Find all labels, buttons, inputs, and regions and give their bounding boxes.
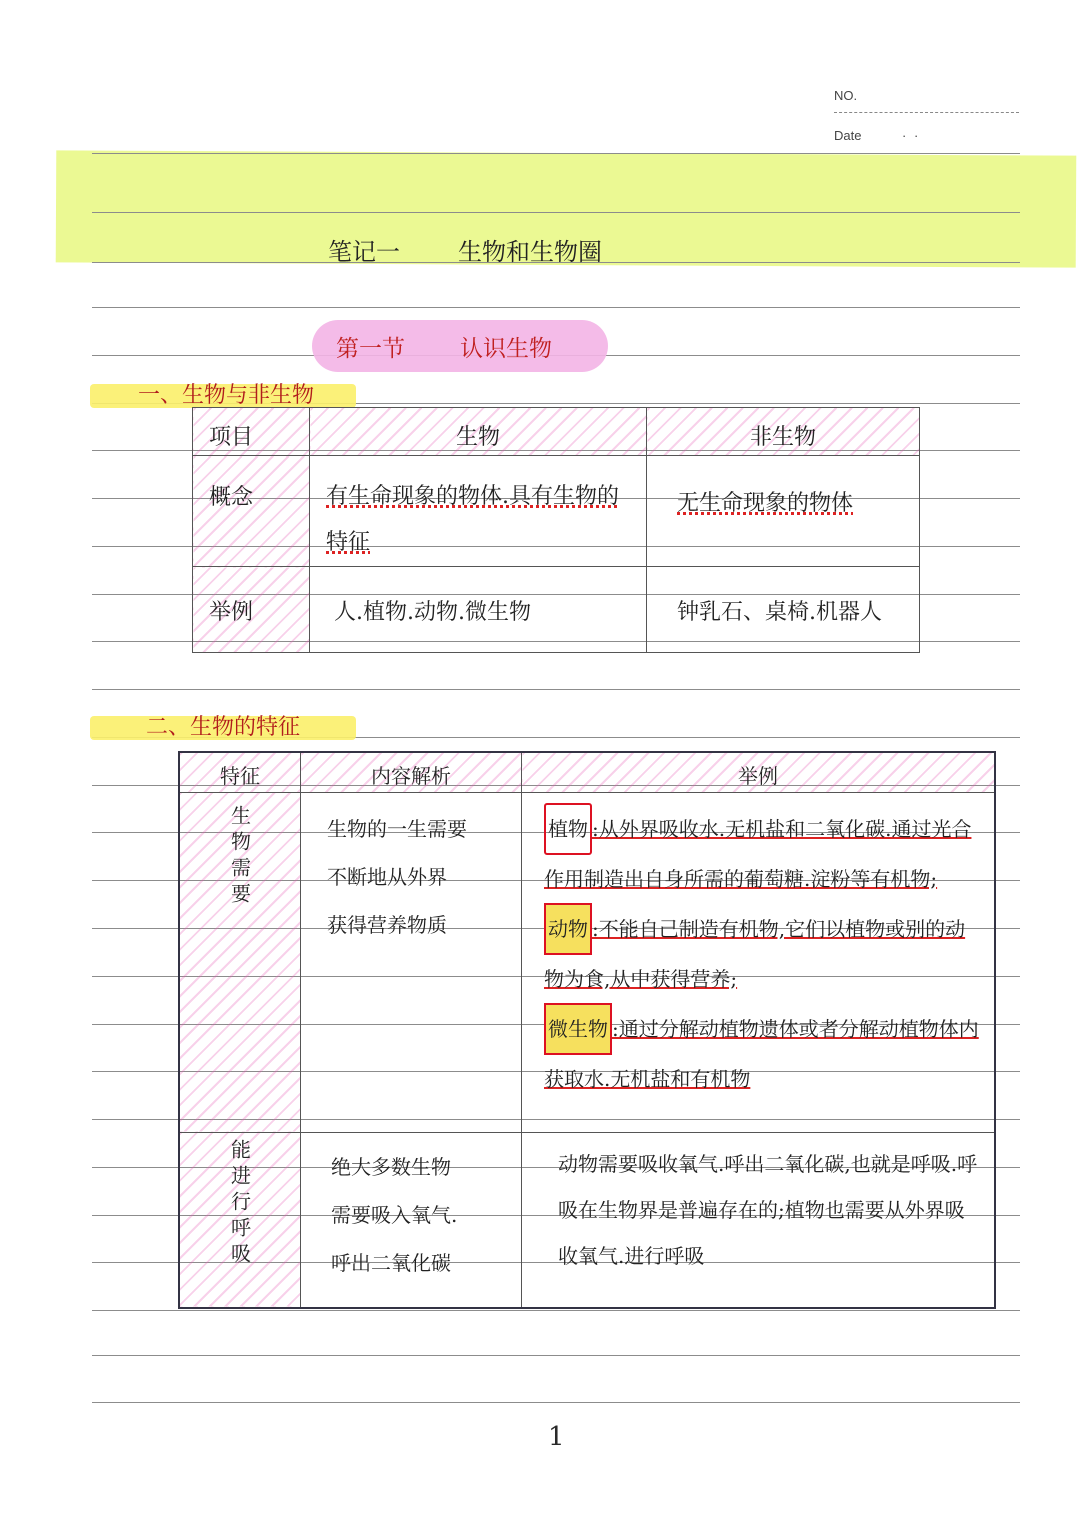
t2-row-respiration-feature <box>179 1132 301 1308</box>
t1-row-example-nonbio <box>647 567 920 653</box>
plant-tag: 植物 <box>544 803 592 855</box>
bio-characteristics-table <box>178 751 996 1309</box>
t2-header-analysis <box>301 752 522 792</box>
microbe-tag: 微生物 <box>544 1003 612 1055</box>
t2-plant-entry <box>544 803 980 903</box>
t2-nutrition-analysis-line3: 获得营养物质 <box>327 912 447 937</box>
t1-header-item <box>193 408 310 456</box>
note-title-label: 笔记一 <box>328 238 400 266</box>
t1-row-concept-label <box>193 456 310 567</box>
animal-tag: 动物 <box>544 903 592 955</box>
t1-row-example-label <box>193 567 310 653</box>
plant-text: :从外界吸收水.无机盐和二氧化碳.通过光合作用制造出自身所需的葡萄糖.淀粉等有机物; <box>544 816 972 891</box>
heading-bio-characteristics: 二、生物的特征 <box>146 715 301 740</box>
t1-concept-bio-text: 有生命现象的物体.具有生物的特征 <box>326 484 619 555</box>
t2-header-feature <box>179 752 301 792</box>
microbe-text: :通过分解动植物遗体或者分解动植物体内获取水.无机盐和有机物 <box>544 1016 979 1091</box>
t2-respiration-analysis-line2: 需要吸入氧气. <box>331 1202 458 1227</box>
bio-nonbio-table <box>192 407 920 653</box>
date-dots: · · <box>902 128 921 143</box>
no-divider <box>834 112 1019 113</box>
t1-example-bio-text: 人.植物.动物.微生物 <box>334 600 531 625</box>
t2-header-example-text: 举例 <box>738 764 778 788</box>
t2-row-nutrition-example <box>522 792 996 1132</box>
t1-header-nonbio <box>647 408 920 456</box>
t1-row-example-label-text: 举例 <box>209 600 254 625</box>
t2-header-example <box>522 752 996 792</box>
t2-row-respiration-analysis <box>301 1132 522 1308</box>
section-title: 认识生物 <box>460 336 552 362</box>
t2-respiration-feature-text: 能进行呼吸 <box>227 1138 252 1269</box>
t2-respiration-analysis-line3: 呼出二氧化碳 <box>331 1250 451 1275</box>
t1-row-example-bio <box>310 567 647 653</box>
t2-nutrition-analysis-line1: 生物的一生需要 <box>327 816 467 841</box>
t1-example-nonbio-text: 钟乳石、桌椅.机器人 <box>677 600 882 625</box>
t1-row-concept-nonbio <box>647 456 920 567</box>
t1-row-concept-label-text: 概念 <box>209 485 254 510</box>
t2-microbe-entry <box>544 1003 980 1103</box>
t2-header-analysis-text: 内容解析 <box>371 764 451 788</box>
t2-animal-entry <box>544 903 980 1003</box>
note-title-text: 生物和生物圈 <box>458 238 602 266</box>
t2-nutrition-feature-text: 生物需要 <box>227 804 252 909</box>
heading-bio-vs-nonbio: 一、生物与非生物 <box>138 383 315 408</box>
section-label: 第一节 <box>336 336 405 362</box>
animal-text: :不能自己制造有机物,它们以植物或别的动物为食,从中获得营养; <box>544 916 966 991</box>
t1-header-bio-text: 生物 <box>455 425 500 450</box>
t2-header-feature-text: 特征 <box>220 764 260 788</box>
t1-row-concept-bio <box>310 456 647 567</box>
t2-row-nutrition-feature <box>179 792 301 1132</box>
t1-header-bio <box>310 408 647 456</box>
page-number: 1 <box>548 1422 565 1452</box>
t1-concept-nonbio-text: 无生命现象的物体 <box>677 491 854 516</box>
t2-respiration-example-text: 动物需要吸收氧气.呼出二氧化碳,也就是呼吸.呼吸在生物界是普遍存在的;植物也需要从外界吸收氧气.进行呼吸 <box>558 1151 978 1268</box>
t1-header-item-text: 项目 <box>209 425 254 450</box>
date-label: Date <box>834 128 862 143</box>
t2-nutrition-analysis-line2: 不断地从外界 <box>327 864 447 889</box>
t2-respiration-analysis-line1: 绝大多数生物 <box>331 1154 451 1179</box>
no-label: NO. <box>834 88 858 103</box>
t2-row-respiration-example <box>522 1132 996 1308</box>
t1-header-nonbio-text: 非生物 <box>749 425 816 450</box>
t2-row-nutrition-analysis <box>301 792 522 1132</box>
